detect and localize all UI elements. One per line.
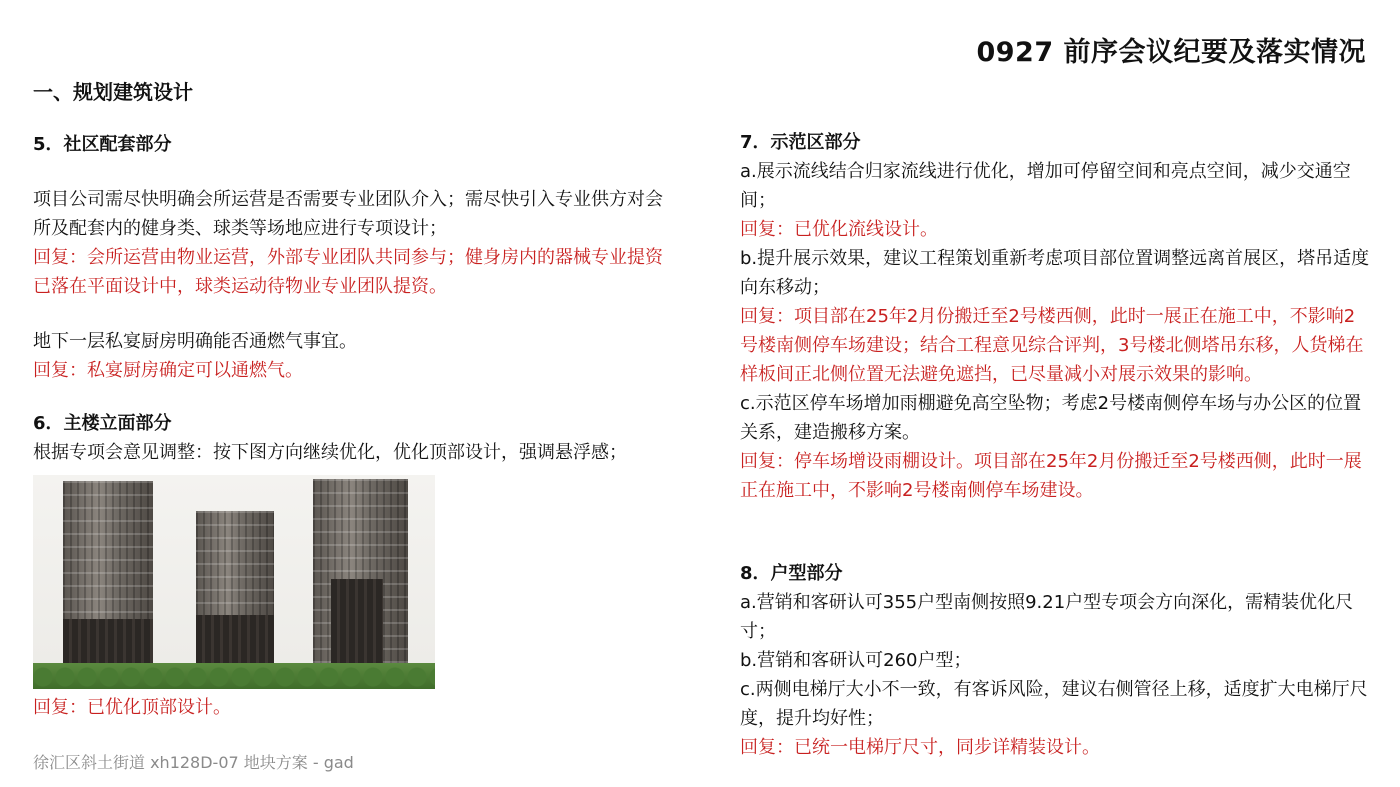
trees <box>33 663 435 689</box>
s8-reply-c: 回复：已统一电梯厅尺寸，同步详精装设计。 <box>740 737 1100 758</box>
s5-reply-2: 回复：私宴厨房确定可以通燃气。 <box>33 360 303 381</box>
subsection-8-heading: 8．户型部分 <box>740 563 843 584</box>
tower-2 <box>196 511 274 677</box>
s6-reply-1: 回复：已优化顶部设计。 <box>33 697 231 718</box>
tower-1 <box>63 481 153 677</box>
s6-paragraph-1: 根据专项会意见调整：按下图方向继续优化，优化顶部设计，强调悬浮感； <box>33 442 627 463</box>
s7-reply-b: 回复：项目部在25年2月份搬迁至2号楼西侧，此时一展正在施工中，不影响2号楼南侧停车场建设；结合工程意见综合评判，3号楼北侧塔吊东移，人货梯在样板间正北侧位置无法避免遮挡，已尽量减小对展示效果的影响。 <box>740 306 1364 385</box>
s7-reply-c: 回复：停车场增设雨棚设计。项目部在25年2月份搬迁至2号楼西侧，此时一展正在施工中，不影响2号楼南侧停车场建设。 <box>740 451 1362 501</box>
subsection-5-heading: 5．社区配套部分 <box>33 134 172 155</box>
page-title: 0927 前序会议纪要及落实情况 <box>976 37 1366 68</box>
s5-paragraph-2: 地下一层私宴厨房明确能否通燃气事宜。 <box>33 331 357 352</box>
s7-reply-a: 回复：已优化流线设计。 <box>740 219 938 240</box>
s5-paragraph-1: 项目公司需尽快明确会所运营是否需要专业团队介入；需尽快引入专业供方对会所及配套内的健身类、球类等场地应进行专项设计； <box>33 189 663 239</box>
tower-3 <box>313 479 408 677</box>
right-column <box>740 128 1370 762</box>
subsection-7-heading: 7．示范区部分 <box>740 132 861 153</box>
s7-item-c: c.示范区停车场增加雨棚避免高空坠物；考虑2号楼南侧停车场与办公区的位置关系，建造搬移方案。 <box>740 393 1362 443</box>
s8-item-c: c.两侧电梯厅大小不一致，有客诉风险，建议右侧管径上移，适度扩大电梯厅尺度，提升均好性； <box>740 679 1368 729</box>
left-column <box>33 130 673 722</box>
s8-item-b: b.营销和客研认可260户型； <box>740 650 972 671</box>
subsection-6-heading: 6．主楼立面部分 <box>33 413 172 434</box>
s7-item-a: a.展示流线结合归家流线进行优化，增加可停留空间和亮点空间，减少交通空间； <box>740 161 1351 211</box>
s7-item-b: b.提升展示效果，建议工程策划重新考虑项目部位置调整远离首展区，塔吊适度向东移动； <box>740 248 1370 298</box>
section-heading: 一、规划建筑设计 <box>33 80 193 104</box>
s8-item-a: a.营销和客研认可355户型南侧按照9.21户型专项会方向深化，需精装优化尺寸； <box>740 592 1354 642</box>
s5-reply-1: 回复：会所运营由物业运营，外部专业团队共同参与；健身房内的器械专业提资已落在平面设计中，球类运动待物业专业团队提资。 <box>33 247 663 297</box>
towers-rendering-image <box>33 475 435 689</box>
footer-caption: 徐汇区斜土街道 xh128D-07 地块方案 - gad <box>33 753 354 772</box>
